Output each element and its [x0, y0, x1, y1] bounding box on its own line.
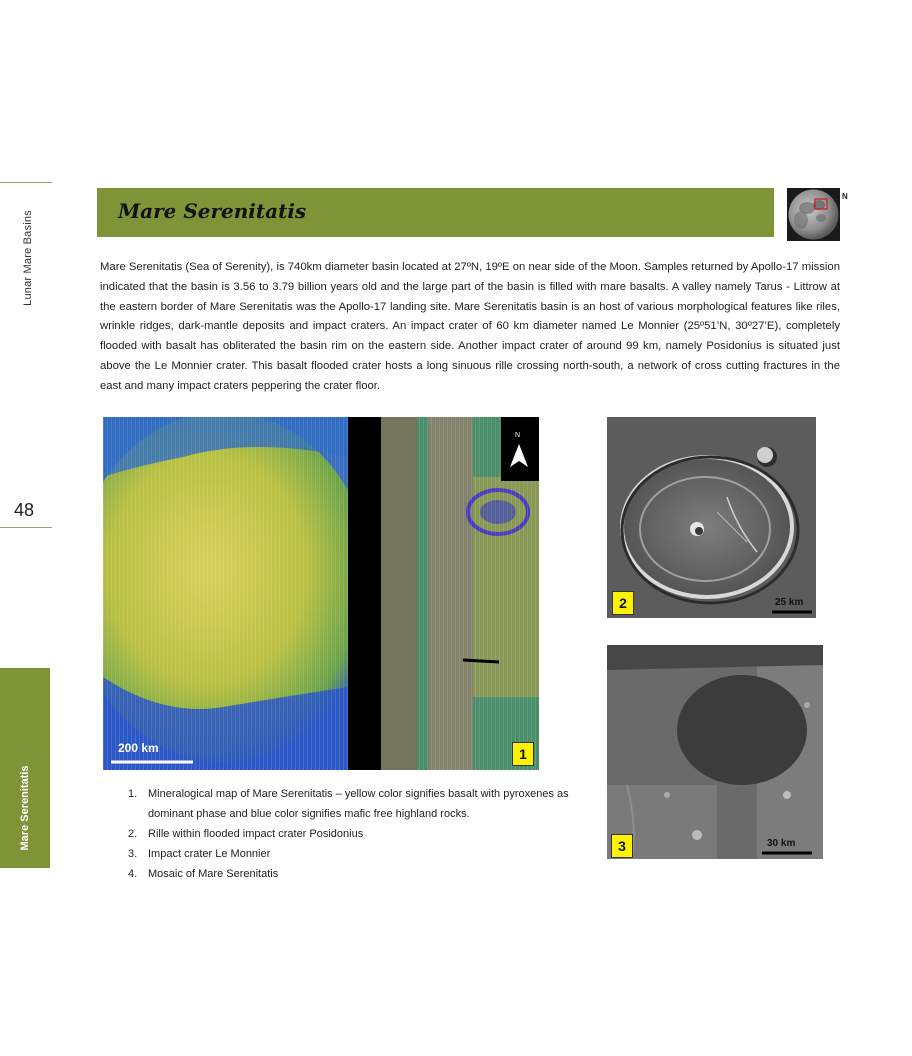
caption-number: 4.	[128, 868, 138, 880]
caption-number: 1.	[128, 788, 138, 800]
moon-locator-image	[787, 188, 840, 241]
section-label: Lunar Mare Basins	[22, 210, 34, 306]
body-paragraph: Mare Serenitatis (Sea of Serenity), is 740km diameter basin located at 27ºN, 19ºE on near side of the Moon. Samples returned by Apollo-17 mission indicated that the basin is 3.56 to 3.79 billion years old and the large part of the basin is filled with mare basalts. A valley namely Tarus - Littrow at the eastern border of Mare Serenitatis was the Apollo-17 landing site. Mare Serenitatis basin is an host of various morphological features like riles, wrinkle ridges, dark-mantle deposits and impact craters. An impact crater of 60 km diameter named Le Monnier (25º51’N, 30º27’E), completely flooded with basalt has obliterated the basin rim on the eastern side. Another impact crater of around 99 km, namely Posidonius is situated just above the Le Monnier crater. This basalt flooded crater hosts a long sinuous rille crossing north-south, a network of cross cutting fractures in the east and many impact craters peppering the crater floor.	[100, 261, 840, 392]
caption-text: Rille within flooded impact crater Posidonius	[148, 828, 364, 840]
north-label: N	[515, 432, 521, 439]
page-title: Mare Serenitatis	[118, 199, 307, 223]
figure-2-badge: 2	[612, 591, 634, 615]
figure-2-scale-label: 25 km	[775, 597, 804, 608]
locator-north-label: N	[842, 192, 848, 201]
caption-number: 2.	[128, 828, 138, 840]
caption-item	[128, 784, 578, 824]
figure-3-le-monnier-image	[607, 645, 823, 859]
caption-item	[128, 824, 578, 844]
caption-number: 3.	[128, 848, 138, 860]
figure-3-scale-label: 30 km	[767, 838, 796, 849]
caption-item	[128, 864, 578, 884]
figure-2-posidonius-image	[607, 417, 816, 618]
north-arrow-icon	[508, 443, 530, 474]
caption-text: Mosaic of Mare Serenitatis	[148, 868, 279, 880]
figure-1-scale-label: 200 km	[118, 741, 159, 755]
figure-1-badge: 1	[512, 742, 534, 766]
page-number: 48	[14, 500, 35, 520]
margin-rule-page	[0, 527, 52, 528]
figure-caption-list	[128, 784, 578, 884]
figure-1-mineralogical-map	[103, 417, 539, 770]
chapter-tab-label: Mare Serenitatis	[19, 765, 31, 851]
figure-3-badge: 3	[611, 834, 633, 858]
caption-text: Impact crater Le Monnier	[148, 848, 271, 860]
margin-rule-top	[0, 182, 52, 183]
caption-text: Mineralogical map of Mare Serenitatis – yellow color signifies basalt with pyroxenes as dominant phase and blue color signifies mafic free highland rocks.	[148, 788, 569, 820]
caption-item	[128, 844, 578, 864]
